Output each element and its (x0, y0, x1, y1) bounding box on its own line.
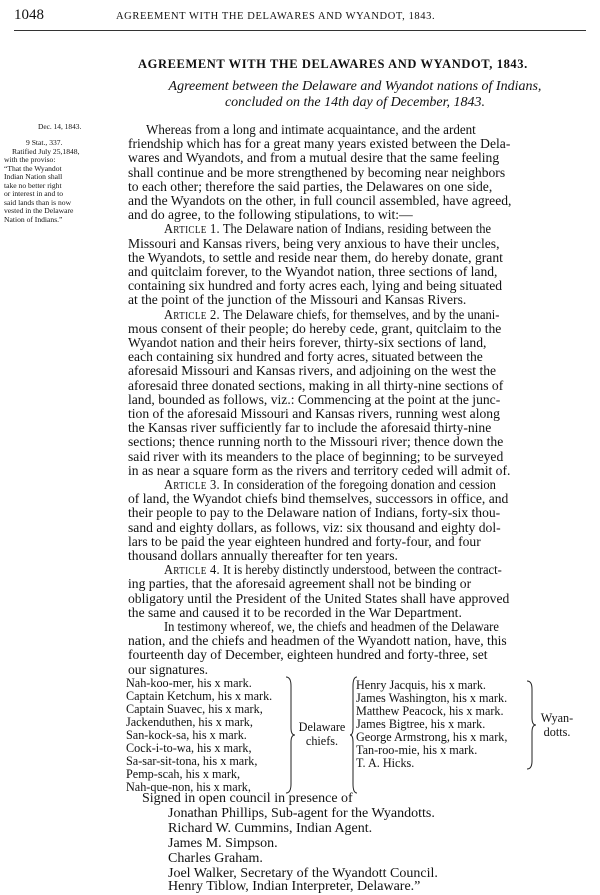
body-line (128, 165, 580, 180)
delaware-signature: San-kock-sa, his x mark. (126, 728, 247, 742)
wyandott-label: dotts. (543, 725, 571, 739)
body-line (128, 591, 580, 606)
delaware-signature: Jackenduthen, his x mark, (126, 715, 253, 729)
body-line-text: The Delaware nation of Indians, residing between the (219, 221, 492, 237)
delaware-signature: Sa-sar-sit-tona, his x mark, (126, 754, 258, 768)
body-line-text: Wyandot nation and their heirs forever, thirty-six sections of land, (128, 335, 487, 350)
article-heading: Article 4. (164, 562, 220, 578)
body-line (128, 378, 580, 393)
body-line (128, 420, 580, 435)
body-line-text: and the Wyandots on the other, in full council assembled, have agreed, (128, 193, 512, 208)
delaware-signature: Nah-que-non, his x mark, (126, 780, 251, 794)
delaware-chiefs-label: Delaware (298, 720, 346, 734)
body-line-text: nation, and the chiefs and headmen of the Wyandott nation, have, this (128, 633, 507, 649)
body-line-text: and do agree, to the following stipulations, to wit:— (128, 207, 413, 223)
delaware-signature: Pemp-scah, his x mark, (126, 767, 241, 781)
body-line-text: mous consent of their people; do hereby cede, grant, quitclaim to the (128, 320, 502, 336)
margin-note-line: or interest in and to (4, 189, 64, 198)
margin-note-line: take no better right (4, 180, 62, 190)
body-line (164, 562, 580, 577)
margin-note-line: with the proviso: (4, 155, 56, 164)
body-line-text: of land, the Wyandot chiefs bind themselves, successors in office, and (128, 491, 509, 507)
body-line (128, 392, 580, 407)
body-line-text: It is hereby distinctly understood, between the contract- (219, 562, 502, 578)
body-line (128, 207, 580, 222)
body-line-text: the Kansas river sufficiently far to include the aforesaid thirty-nine (128, 420, 492, 436)
body-line (128, 150, 580, 165)
margin-note-line: Ratified July 25,1848, (12, 146, 80, 156)
wyandott-signature: T. A. Hicks. (356, 756, 415, 770)
body-line (128, 548, 580, 563)
body-line-text: the same and caused it to be recorded in the War Department. (128, 604, 462, 620)
wyandott-signature: James Washington, his x mark. (356, 691, 508, 705)
body-line-text: shall continue and be more strengthened by becoming near neighbors (128, 164, 506, 180)
body-line (128, 406, 580, 421)
body-line (128, 605, 580, 620)
witness-name: Richard W. Cummins, Indian Agent. (168, 821, 373, 836)
body-line-text: Missouri and Kansas rivers, being very anxious to have their uncles, (128, 235, 500, 251)
body-line-text: sections; thence running north to the Missouri river; thence down the (128, 434, 504, 450)
document-title: AGREEMENT WITH THE DELAWARES AND WYANDOT, 1843. (138, 57, 528, 71)
body-line (128, 576, 580, 591)
body-line (128, 193, 580, 208)
body-line-text: at the point of the junction of the Missouri and Kansas Rivers. (128, 292, 467, 308)
article-heading: Article 3. (164, 477, 220, 492)
body-line-text: obligatory until the President of the United States shall have approved (128, 590, 510, 606)
article-heading: Article 1. (164, 221, 220, 237)
body-line-text: in as near a square form as the rivers and territory ceded will admit of. (128, 462, 511, 478)
body-line (128, 647, 580, 662)
subtitle-line: concluded on the 14th day of December, 1843. (224, 95, 486, 110)
body-line (128, 179, 580, 194)
body-line (128, 449, 580, 464)
body-line-text: land, bounded as follows, viz.: Commencing at the point at the junc- (128, 391, 501, 407)
body-line-text: containing six hundred and forty acres each, lying and being situated (128, 278, 503, 294)
body-line (128, 236, 580, 251)
witness-name: Jonathan Phillips, Sub-agent for the Wyandotts. (168, 806, 435, 821)
wyandott-signature: Tan-roo-mie, his x mark. (356, 743, 478, 757)
body-line (128, 463, 580, 478)
witness-name: Henry Tiblow, Indian Interpreter, Delaware.” (168, 879, 421, 894)
body-line (164, 307, 580, 322)
body-line (128, 278, 580, 293)
body-line-text: aforesaid three donated sections, making in all thirty-nine sections of (128, 377, 504, 393)
body-line-text: their people to pay to the Delaware nation of Indians, forty-six thou- (128, 505, 501, 521)
body-line (128, 633, 580, 648)
body-line (146, 122, 580, 137)
body-line-text: ing parties, that the aforesaid agreement shall not be binding or (128, 576, 472, 592)
body-line (128, 662, 580, 677)
body-line (128, 363, 580, 378)
body-line-text: lars to be paid the year eighteen hundred and forty-four, and four (128, 533, 481, 549)
body-line-text: aforesaid Missouri and Kansas rivers, and adjoining on the west the (128, 363, 497, 379)
body-line-text: friendship which has for a great many years existed between the Dela- (128, 136, 511, 152)
body-line (128, 136, 580, 151)
body-line (128, 264, 580, 279)
body-line (128, 505, 580, 520)
body-line-text: thousand dollars annually thereafter for ten years. (128, 548, 398, 563)
body-line-text: Whereas from a long and intimate acquaintance, and the ardent (146, 122, 476, 137)
header-rule (14, 30, 586, 31)
witness-intro: Signed in open council in presence of (142, 791, 353, 806)
body-line-text: fourteenth day of December, eighteen hundred and forty-three, set (128, 647, 488, 663)
witness-name: Charles Graham. (168, 851, 263, 866)
body-line-text: The Delaware chiefs, for themselves, and by the unani- (219, 306, 500, 322)
wyandott-label: Wyan- (540, 711, 574, 725)
body-line (128, 491, 580, 506)
margin-note-line: “That the Wyandot (4, 163, 62, 173)
body-line-text: tion of the aforesaid Missouri and Kansas rivers, running west along (128, 406, 500, 421)
margin-note-line: said lands than is now (4, 197, 72, 207)
body-line (128, 520, 580, 535)
body-line-text: each containing six hundred and forty acres, situated between the (128, 349, 483, 365)
running-title: AGREEMENT WITH THE DELAWARES AND WYANDOT, 1843. (116, 11, 436, 22)
witness-name: James M. Simpson. (168, 836, 278, 851)
body-line (128, 434, 580, 449)
margin-date: Dec. 14, 1843. (38, 122, 82, 131)
page-number: 1048 (14, 7, 44, 23)
body-line (128, 534, 580, 549)
article-heading: Article 2. (164, 306, 220, 322)
body-line (128, 349, 580, 364)
wyandott-signature: Matthew Peacock, his x mark. (356, 704, 504, 718)
body-line-text: the Wyandots, to settle and reside near them, do hereby donate, grant (128, 249, 503, 265)
body-line-text: In testimony whereof, we, the chiefs and headmen of the Delaware (164, 619, 499, 634)
margin-note-line: 9 Stat., 337. (26, 138, 63, 147)
body-line (128, 321, 580, 336)
delaware-signature: Cock-i-to-wa, his x mark, (126, 741, 252, 755)
body-line (128, 335, 580, 350)
body-line-text: In consideration of the foregoing donation and cession (219, 477, 496, 492)
delaware-signature: Captain Ketchum, his x mark. (126, 689, 273, 703)
delaware-signature: Nah-koo-mer, his x mark. (126, 676, 252, 690)
body-line (128, 292, 580, 307)
body-line-text: to each other; therefore the said parties, the Delawares on one side, (128, 178, 493, 194)
wyandott-signature: James Bigtree, his x mark. (356, 717, 486, 731)
margin-note-line: Indian Nation shall (4, 172, 63, 181)
subtitle-line: Agreement between the Delaware and Wyandot nations of Indians, (168, 79, 542, 94)
wyandott-signature: Henry Jacquis, his x mark. (356, 678, 486, 692)
body-line (164, 619, 580, 634)
body-line (128, 250, 580, 265)
body-line (164, 477, 580, 492)
wyandott-signature: George Armstrong, his x mark, (356, 730, 508, 744)
margin-note-line: vested in the Delaware (4, 206, 74, 215)
margin-note-line: Nation of Indians.” (4, 214, 63, 224)
body-line-text: said river with its meanders to the place of beginning; to be surveyed (128, 448, 504, 464)
body-line-text: and quitclaim forever, to the Wyandot nation, three sections of land, (128, 264, 498, 279)
witness-name: Joel Walker, Secretary of the Wyandott Council. (168, 866, 438, 881)
delaware-chiefs-label: chiefs. (305, 734, 339, 748)
body-line-text: sand and eighty dollars, as follows, viz: six thousand and eighty dol- (128, 519, 501, 535)
body-line-text: wares and Wyandots, and from a mutual desire that the same feeling (128, 150, 500, 166)
body-line (164, 221, 580, 236)
delaware-signature: Captain Suavec, his x mark, (126, 702, 263, 716)
body-line-text: our signatures. (128, 661, 209, 677)
